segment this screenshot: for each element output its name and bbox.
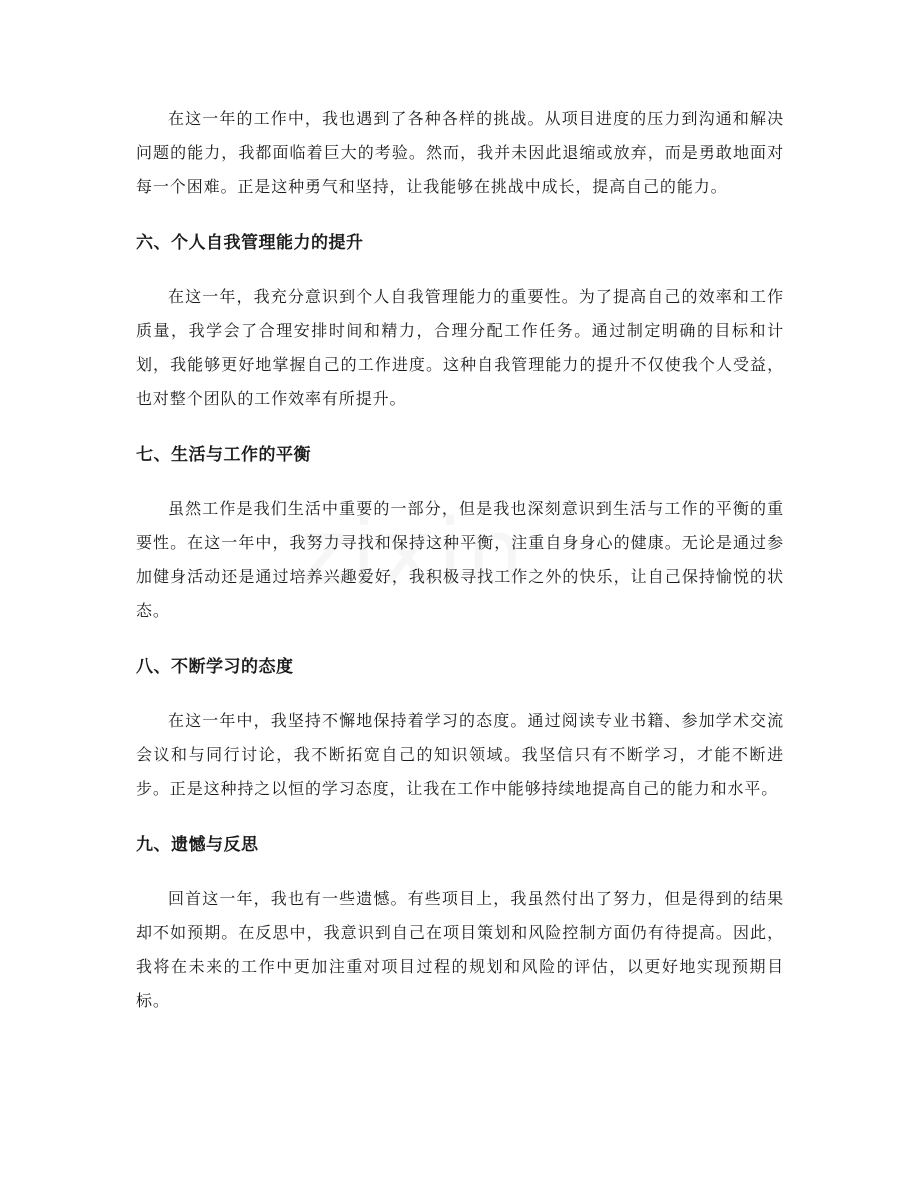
paragraph-challenges: 在这一年的工作中，我也遇到了各种各样的挑战。从项目进度的压力到沟通和解决问题的能力，我都面临着巨大的考验。然而，我并未因此退缩或放弃，而是勇敢地面对每一个困难。正是这种勇气和坚持，让我能够在挑战中成长，提高自己的能力。 [136,109,784,196]
paragraph-regrets-reflection: 回首这一年，我也有一些遗憾。有些项目上，我虽然付出了努力，但是得到的结果却不如预期。在反思中，我意识到自己在项目策划和风险控制方面仍有待提高。因此，我将在未来的工作中更加注重对项目过程的规划和风险的评估，以更好地实现预期目标。 [136,889,784,1010]
heading-self-management: 六、个人自我管理能力的提升 [136,233,364,253]
paragraph-work-life-balance: 虽然工作是我们生活中重要的一部分，但是我也深刻意识到生活与工作的平衡的重要性。在这一年中，我努力寻找和保持这种平衡，注重自身身心的健康。无论是通过参加健身活动还是通过培养兴趣爱好，我积极寻找工作之外的快乐，让自己保持愉悦的状态。 [136,499,784,620]
paragraph-learning-attitude: 在这一年中，我坚持不懈地保持着学习的态度。通过阅读专业书籍、参加学术交流会议和与同行讨论，我不断拓宽自己的知识领域。我坚信只有不断学习，才能不断进步。正是这种持之以恒的学习态度，让我在工作中能够持续地提高自己的能力和水平。 [136,711,784,798]
heading-regrets-reflection: 九、遗憾与反思 [136,835,259,855]
document-body [136,102,784,1018]
paragraph-self-management: 在这一年，我充分意识到个人自我管理能力的重要性。为了提高自己的效率和工作质量，我学会了合理安排时间和精力，合理分配工作任务。通过制定明确的目标和计划，我能够更好地掌握自己的工作进度。这种自我管理能力的提升不仅使我个人受益，也对整个团队的工作效率有所提升。 [136,287,784,408]
heading-learning-attitude: 八、不断学习的态度 [136,657,294,677]
heading-work-life-balance: 七、生活与工作的平衡 [136,445,311,465]
